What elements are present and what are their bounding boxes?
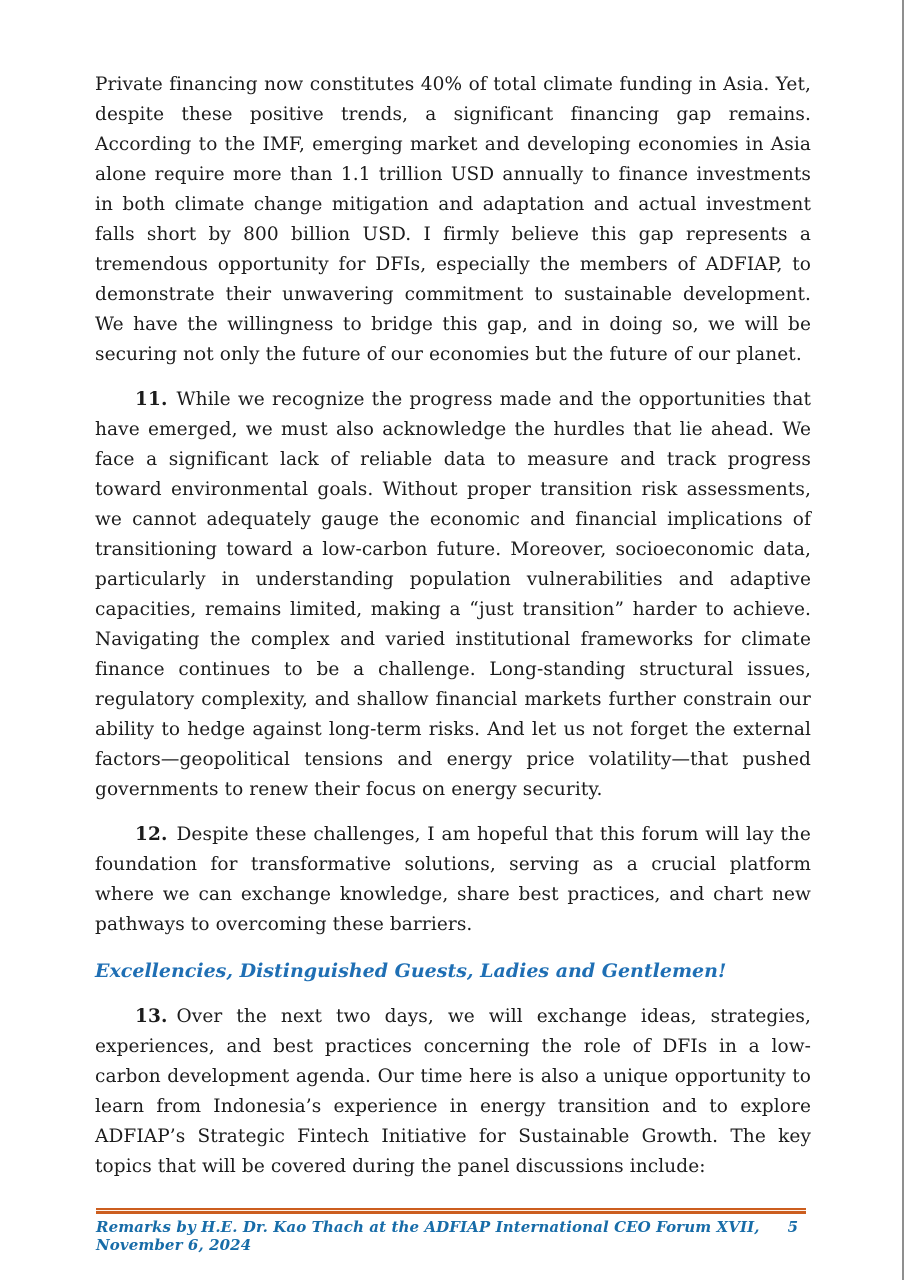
paragraph-11 — [95, 385, 811, 805]
paragraph-12-text: Despite these challenges, I am hopeful that this forum will lay the foundation for transformative solutions, serving as a crucial platform where we can exchange knowledge, share best practices, and chart new pathways to overcoming these barriers. — [95, 824, 811, 935]
paragraph-13-number: 13. — [135, 1006, 168, 1027]
paragraph-13 — [95, 1002, 811, 1182]
paragraph-12 — [95, 820, 811, 940]
footer-rule — [96, 1208, 806, 1214]
paragraph-11-text: While we recognize the progress made and the opportunities that have emerged, we must also acknowledge the hurdles that lie ahead. We face a significant lack of reliable data to measure and track progress toward environmental goals. Without proper transition risk assessments, we cannot adequately gauge the economic and financial implications of transitioning toward a low-carbon future. Moreover, socioeconomic data, particularly in understanding population vulnerabilities and adaptive capacities, remains limited, making a “just transition” harder to achieve. Navigating the complex and varied institutional frameworks for climate finance continues to be a challenge. Long-standing structural issues, regulatory complexity, and shallow financial markets further constrain our ability to hedge against long-term risks. And let us not forget the external factors—geopolitical tensions and energy price volatility—that pushed governments to renew their focus on energy security. — [95, 389, 811, 800]
page-content — [95, 70, 811, 1197]
page-edge-line — [902, 0, 904, 1280]
footer-row — [96, 1218, 806, 1254]
page-number: 5 — [787, 1218, 798, 1236]
page-footer — [96, 1208, 806, 1254]
footer-title: Remarks by H.E. Dr. Kao Thach at the ADFIAP International CEO Forum XVII, November 6, 2024 — [96, 1218, 760, 1254]
section-heading: Excellencies, Distinguished Guests, Ladies and Gentlemen! — [95, 960, 727, 982]
paragraph-continuation: Private financing now constitutes 40% of total climate funding in Asia. Yet, despite these positive trends, a significant financing gap remains. According to the IMF, emerging market and developing economies in Asia alone require more than 1.1 trillion USD annually to finance investments in both climate change mitigation and adaptation and actual investment falls short by 800 billion USD. I firmly believe this gap represents a tremendous opportunity for DFIs, especially the members of ADFIAP, to demonstrate their unwavering commitment to sustainable development. We have the willingness to bridge this gap, and in doing so, we will be securing not only the future of our economies but the future of our planet. — [95, 74, 811, 365]
paragraph-13-text: Over the next two days, we will exchange ideas, strategies, experiences, and best practices concerning the role of DFIs in a low-carbon development agenda. Our time here is also a unique opportunity to learn from Indonesia’s experience in energy transition and to explore ADFIAP’s Strategic Fintech Initiative for Sustainable Growth. The key topics that will be covered during the panel discussions include: — [95, 1006, 811, 1177]
paragraph-11-number: 11. — [135, 389, 168, 410]
paragraph-12-number: 12. — [135, 824, 168, 845]
